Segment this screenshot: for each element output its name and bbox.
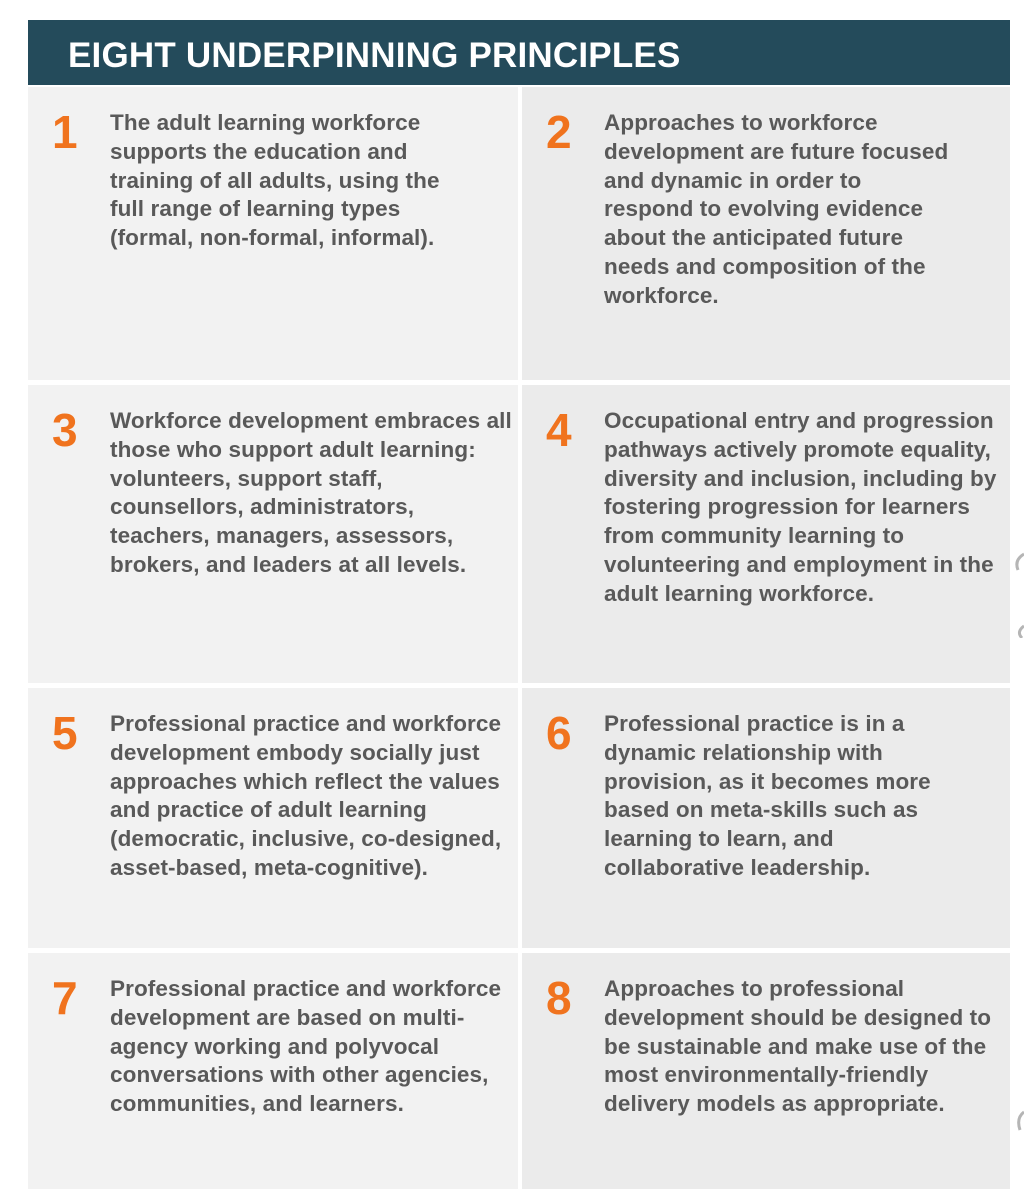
principle-text: Professional practice and workforce development are based on multi-agency working and polyvocal conversations with other agencies, communities, and learners.	[110, 976, 502, 1117]
page-edge-curl-icon	[1010, 1108, 1024, 1138]
principles-grid	[28, 87, 1010, 1189]
principle-card-1	[28, 87, 518, 380]
principle-text: Approaches to workforce development are future focused and dynamic in order to respond to evolving evidence about the anticipated future needs and composition of the workforce.	[604, 110, 949, 308]
principle-number: 8	[546, 972, 572, 1024]
page-title: EIGHT UNDERPINNING PRINCIPLES	[68, 36, 681, 75]
principle-number: 2	[546, 106, 572, 158]
principle-card-8	[522, 953, 1010, 1189]
principle-card-7	[28, 953, 518, 1189]
principle-card-5	[28, 688, 518, 948]
principle-card-4	[522, 385, 1010, 683]
principle-number: 4	[546, 404, 572, 456]
principle-text: The adult learning workforce supports the education and training of all adults, using the full range of learning types (formal, non-formal, informal).	[110, 110, 440, 251]
principle-card-3	[28, 385, 518, 683]
principle-text: Occupational entry and progression pathways actively promote equality, diversity and inclusion, including by fostering progression for learners from community learning to volunteering and employment in the adult learning workforce.	[604, 408, 997, 606]
principle-number: 6	[546, 707, 572, 759]
page-edge-curl-icon	[1010, 548, 1024, 638]
principle-number: 7	[52, 972, 78, 1024]
principle-number: 1	[52, 106, 78, 158]
principle-card-6	[522, 688, 1010, 948]
principle-number: 5	[52, 707, 78, 759]
principle-card-2	[522, 87, 1010, 380]
principle-text: Professional practice and workforce development embody socially just approaches which reflect the values and practice of adult learning (democratic, inclusive, co-designed, asset-based, meta-cognitive).	[110, 711, 502, 880]
header-banner	[28, 20, 1010, 85]
principle-text: Workforce development embraces all those who support adult learning: volunteers, support staff, counsellors, administrators, teachers, managers, assessors, brokers, and leaders at all levels.	[110, 408, 512, 577]
principle-text: Professional practice is in a dynamic relationship with provision, as it becomes more based on meta-skills such as learning to learn, and collaborative leadership.	[604, 711, 931, 880]
principle-number: 3	[52, 404, 78, 456]
principle-text: Approaches to professional development should be designed to be sustainable and make use of the most environmentally-friendly delivery models as appropriate.	[604, 976, 992, 1117]
